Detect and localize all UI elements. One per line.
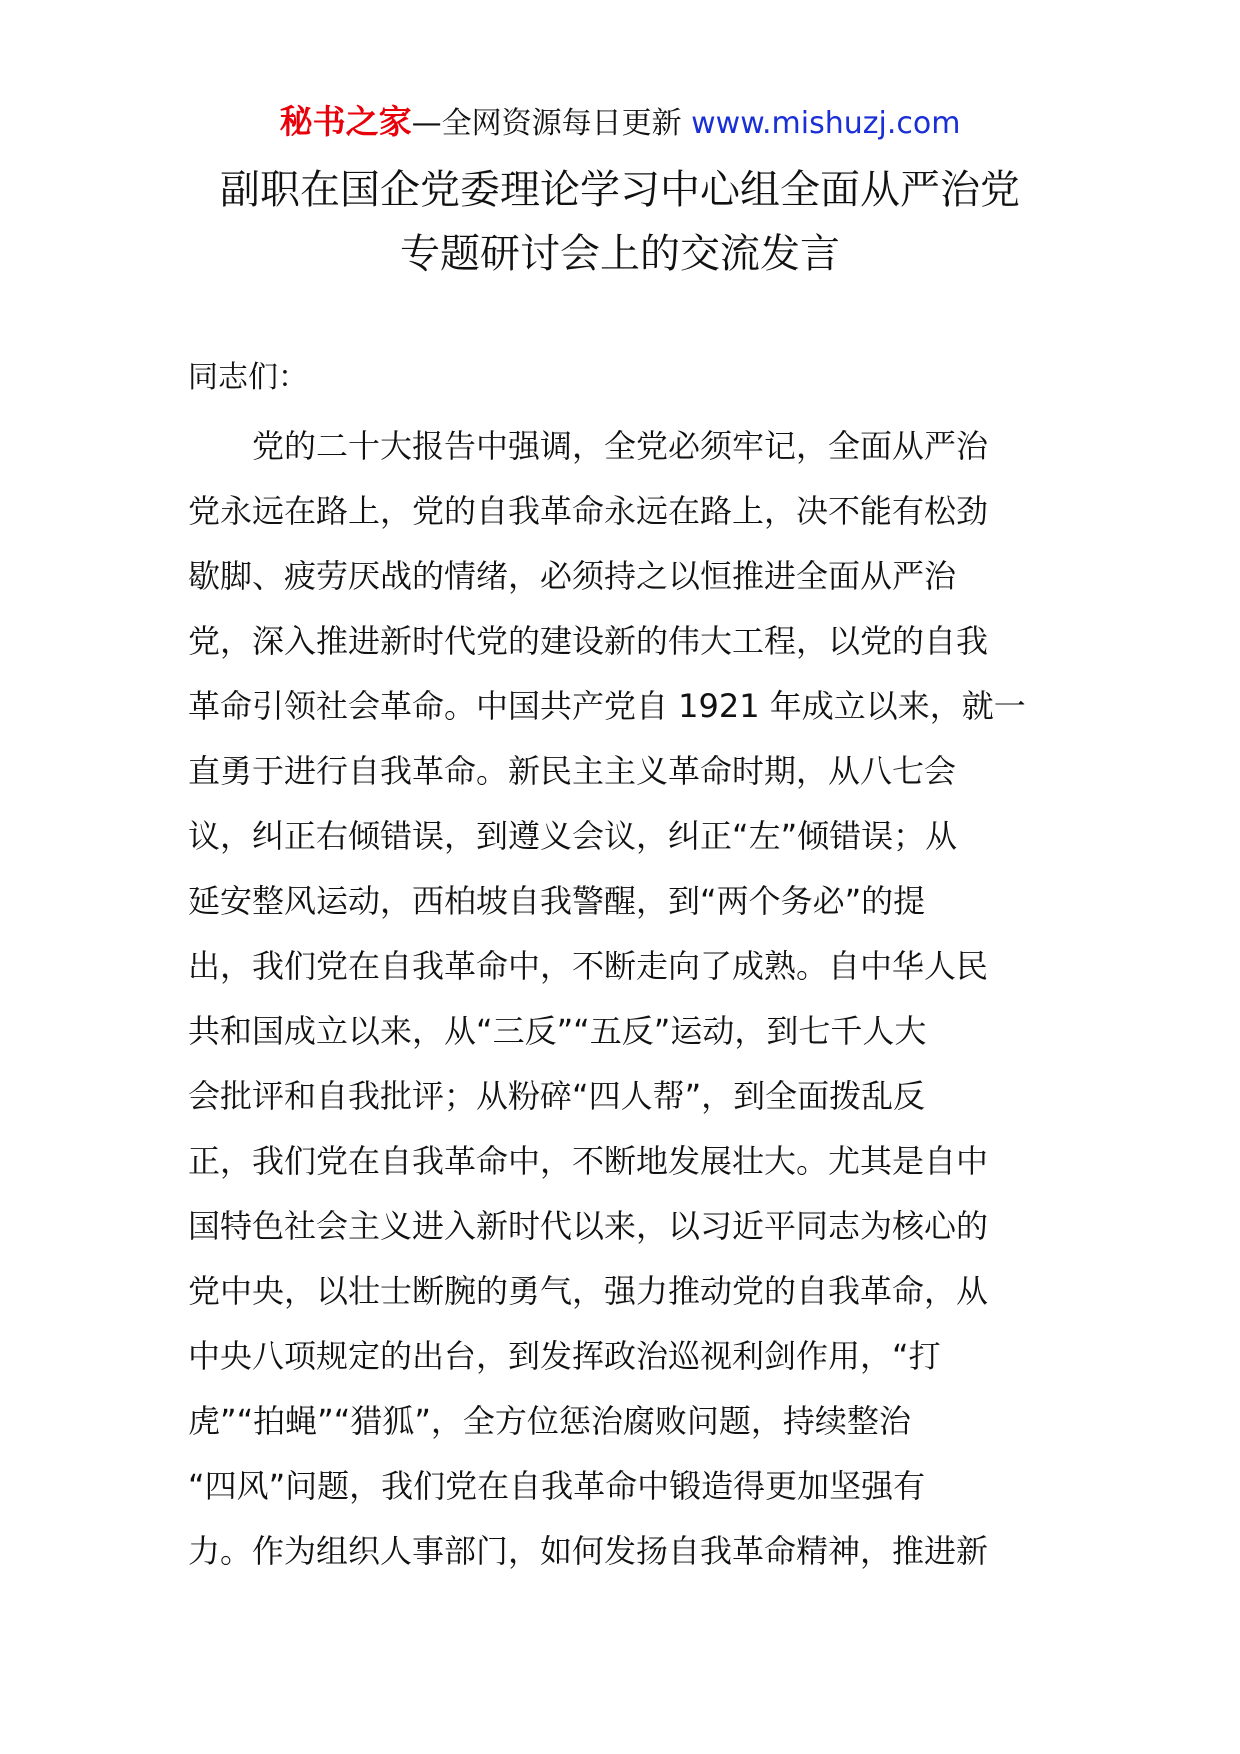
document-title (0, 158, 1240, 286)
body-line: 党中央，以壮士断腕的勇气，强力推动党的自我革命，从 (188, 1272, 989, 1310)
body-paragraph (188, 426, 1068, 1596)
body-line: 议，纠正右倾错误，到遵义会议，纠正“左”倾错误；从 (188, 817, 958, 855)
site-header (0, 102, 1240, 144)
body-line: 党永远在路上，党的自我革命永远在路上，决不能有松劲 (188, 492, 989, 530)
body-line: 会批评和自我批评；从粉碎“四人帮”，到全面拨乱反 (188, 1077, 926, 1115)
body-line: 国特色社会主义进入新时代以来，以习近平同志为核心的 (188, 1207, 989, 1245)
body-line: 歇脚、疲劳厌战的情绪，必须持之以恒推进全面从严治 (188, 557, 957, 595)
body-line: 党的二十大报告中强调，全党必须牢记，全面从严治 (252, 427, 989, 465)
body-line: “四风”问题，我们党在自我革命中锻造得更加坚强有 (188, 1467, 926, 1505)
salutation: 同志们： (188, 360, 308, 395)
body-line: 直勇于进行自我革命。新民主主义革命时期，从八七会 (188, 752, 957, 790)
document-title-line-2: 专题研讨会上的交流发言 (400, 231, 840, 277)
document-title-line-1: 副职在国企党委理论学习中心组全面从严治党 (220, 167, 1020, 213)
body-line: 出，我们党在自我革命中，不断走向了成熟。自中华人民 (188, 947, 989, 985)
body-line: 革命引领社会革命。中国共产党自 1921 年成立以来，就一 (188, 687, 1026, 725)
site-tagline: —全网资源每日更新 (411, 106, 682, 141)
site-url-link[interactable]: www.mishuzj.com (691, 106, 961, 141)
site-brand: 秘书之家 (279, 102, 412, 141)
body-line: 党，深入推进新时代党的建设新的伟大工程，以党的自我 (188, 622, 989, 660)
body-line: 正，我们党在自我革命中，不断地发展壮大。尤其是自中 (188, 1142, 989, 1180)
body-line: 中央八项规定的出台，到发挥政治巡视利剑作用，“打 (188, 1337, 941, 1375)
body-line: 延安整风运动，西柏坡自我警醒，到“两个务必”的提 (188, 882, 926, 920)
body-line: 虎”“拍蝇”“猎狐”，全方位惩治腐败问题，持续整治 (188, 1402, 911, 1440)
body-line: 力。作为组织人事部门，如何发扬自我革命精神，推进新 (188, 1532, 989, 1570)
body-line: 共和国成立以来，从“三反”“五反”运动，到七千人大 (188, 1012, 927, 1050)
